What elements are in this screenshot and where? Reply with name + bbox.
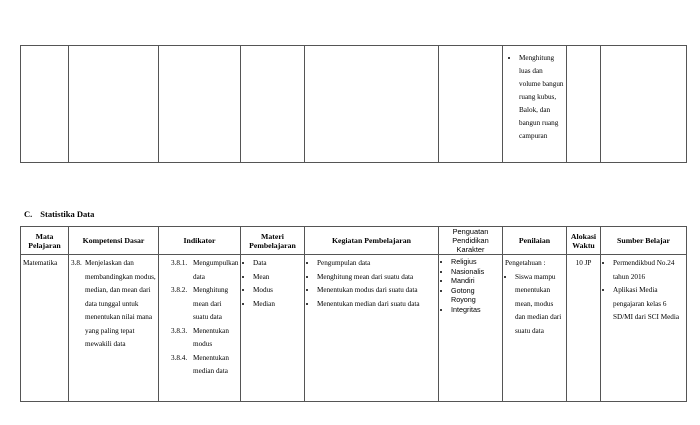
penilaian-cell — [503, 255, 567, 402]
header-mata-pelajaran: Mata Pelajaran — [21, 227, 69, 255]
list-item: • Menghitung luas dan volume bangun ruang kubus, Balok, dan bangun ruang campuran — [519, 52, 566, 143]
section-letter: C. — [24, 209, 33, 219]
table-cell — [69, 46, 159, 163]
list-item: • Pengumpulan data — [317, 257, 436, 271]
list-item: • Nasionalis — [451, 267, 500, 277]
header-indikator: Indikator — [159, 227, 241, 255]
header-kegiatan: Kegiatan Pembelajaran — [305, 227, 439, 255]
list-item: • Menentukan modus dari suatu data — [317, 284, 436, 298]
list-item: • Integritas — [451, 305, 500, 315]
list-item: 3.8.3. Menentukan modus — [171, 326, 229, 348]
list-item: • Data — [253, 257, 302, 271]
list-item: • Mean — [253, 271, 302, 285]
mata-pelajaran-cell: Matematika — [21, 255, 69, 402]
header-alokasi: Alokasi Waktu — [567, 227, 601, 255]
penilaian-cell — [503, 46, 567, 163]
list-item: 3.8. Menjelaskan dan membandingkan modus, median, dan mean dari data tunggal untuk menentukan nilai mana yang paling tepat mewakili data — [71, 259, 156, 348]
header-penilaian: Penilaian — [503, 227, 567, 255]
list-item: • Gotong Royong — [451, 286, 500, 305]
alokasi-cell: 10 JP — [567, 255, 601, 402]
kegiatan-cell — [305, 255, 439, 402]
table-row — [21, 255, 687, 402]
materi-cell — [241, 255, 305, 402]
list-item: • Median — [253, 298, 302, 312]
table-cell — [159, 46, 241, 163]
continued-table — [20, 45, 687, 163]
header-sumber: Sumber Belajar — [601, 227, 687, 255]
statistika-table — [20, 226, 687, 402]
penilaian-label: Pengetahuan : — [505, 259, 546, 267]
list-item: 3.8.2. Menghitung mean dari suatu data — [171, 286, 229, 321]
sumber-cell — [601, 255, 687, 402]
list-item: • Menentukan median dari suatu data — [317, 298, 436, 312]
list-item: • Religius — [451, 257, 500, 267]
list-item: 3.8.1. Mengumpulkan data — [171, 259, 239, 281]
header-materi: Materi Pembelajaran — [241, 227, 305, 255]
table-cell — [439, 46, 503, 163]
table-cell — [241, 46, 305, 163]
header-row — [21, 227, 687, 255]
section-title — [24, 209, 94, 219]
section-title-text: Statistika Data — [40, 209, 95, 219]
kompetensi-dasar-cell — [69, 255, 159, 402]
table-row — [21, 46, 687, 163]
list-item: • Permendikbud No.24 tahun 2016 — [613, 257, 684, 284]
table-cell — [601, 46, 687, 163]
list-item: • Aplikasi Media pengajaran kelas 6 SD/MI dari SCI Media — [613, 284, 684, 325]
list-item: • Menghitung mean dari suatu data — [317, 271, 436, 285]
table-cell — [21, 46, 69, 163]
table-cell — [305, 46, 439, 163]
list-item: • Mandiri — [451, 276, 500, 286]
indikator-cell — [159, 255, 241, 402]
table-cell — [567, 46, 601, 163]
header-karakter: Penguatan Pendidikan Karakter — [439, 227, 503, 255]
karakter-cell — [439, 255, 503, 402]
header-kompetensi-dasar: Kompetensi Dasar — [69, 227, 159, 255]
list-item: 3.8.4. Menentukan median data — [171, 353, 229, 375]
list-item: • Siswa mampu menentukan mean, modus dan median dari suatu data — [515, 271, 564, 339]
list-item: • Modus — [253, 284, 302, 298]
